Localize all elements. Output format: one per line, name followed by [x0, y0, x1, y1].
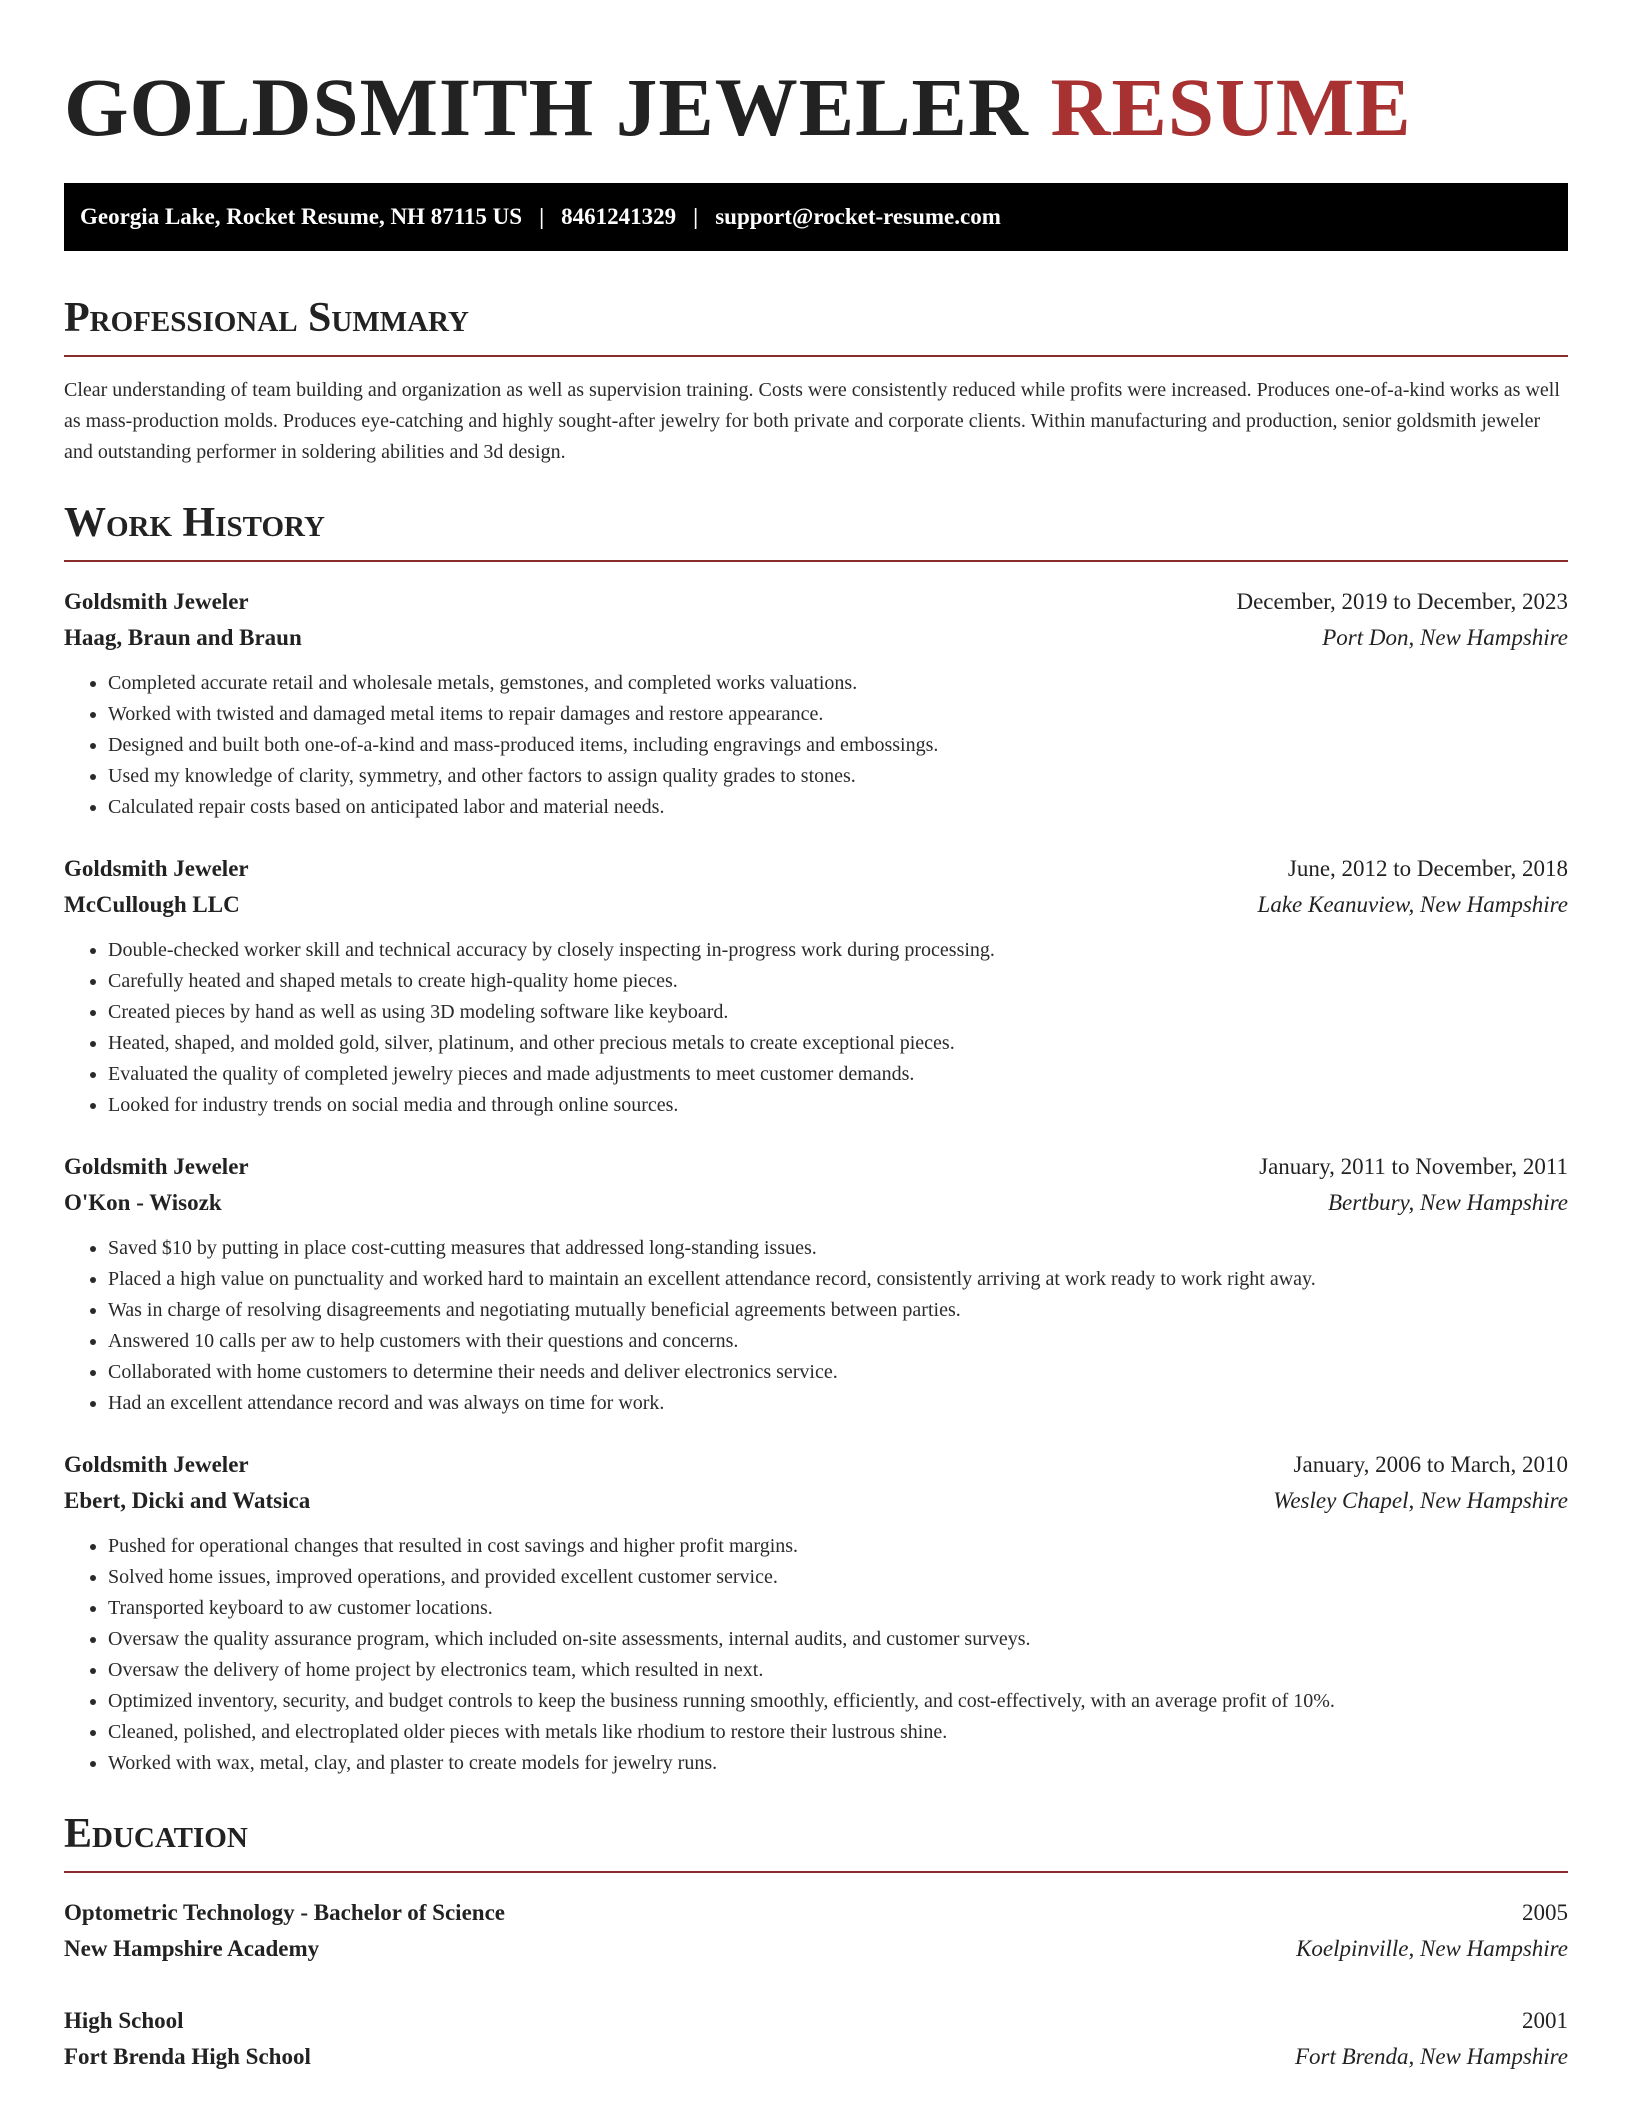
job-location: Wesley Chapel, New Hampshire	[1273, 1488, 1568, 1513]
education-location: Koelpinville, New Hampshire	[1296, 1936, 1568, 1961]
job-duty-item: • Was in charge of resolving disagreements and negotiating mutually beneficial agreements between parties.	[108, 1295, 1568, 1326]
job-role: Goldsmith Jeweler	[64, 1154, 249, 1179]
summary-text: Clear understanding of team building and organization as well as supervision training. Costs were consistently reduced while profits were increased. Produces one-of-a-kind works as well as mass-production molds. Produces eye-catching and highly sought-after jewelry for both private and corporate clients. Within manufacturing and production, senior goldsmith jeweler and outstanding performer in soldering abilities and 3d design.	[64, 379, 1560, 463]
resume-title	[64, 61, 1568, 153]
job-duty-item: • Evaluated the quality of completed jewelry pieces and made adjustments to meet customer demands.	[108, 1059, 1568, 1090]
education-school: New Hampshire Academy	[64, 1936, 320, 1961]
education-location: Fort Brenda, New Hampshire	[1294, 2044, 1568, 2069]
job-company: Haag, Braun and Braun	[64, 625, 302, 650]
name-accent: RESUME	[1050, 61, 1412, 153]
contact-separator: |	[693, 204, 699, 229]
job-company: Ebert, Dicki and Watsica	[64, 1488, 311, 1513]
name-main: GOLDSMITH JEWELER	[64, 61, 1029, 153]
education-entry	[64, 1895, 1568, 1967]
job-header-row	[64, 851, 1568, 887]
job-duty-item: • Double-checked worker skill and technical accuracy by closely inspecting in-progress work during processing.	[108, 935, 1568, 966]
education-entry	[64, 2003, 1568, 2075]
job-duty-item: • Looked for industry trends on social media and through online sources.	[108, 1090, 1568, 1121]
job-duty-item: • Cleaned, polished, and electroplated older pieces with metals like rhodium to restore their lustrous shine.	[108, 1717, 1568, 1748]
job-duty-item: • Pushed for operational changes that resulted in cost savings and higher profit margins.	[108, 1531, 1568, 1562]
job-duty-item: • Created pieces by hand as well as using 3D modeling software like keyboard.	[108, 997, 1568, 1028]
work-history-heading: Work History	[64, 502, 1568, 562]
job-location: Port Don, New Hampshire	[1322, 625, 1568, 650]
education-school-row	[64, 1931, 1568, 1967]
job-company: O'Kon - Wisozk	[64, 1190, 222, 1215]
education-degree: High School	[64, 2008, 184, 2033]
job-company-row	[64, 1185, 1568, 1221]
contact-address: Georgia Lake, Rocket Resume, NH 87115 US	[80, 204, 523, 229]
job-company-row	[64, 887, 1568, 923]
job-location: Bertbury, New Hampshire	[1328, 1190, 1568, 1215]
job-duties-list	[64, 935, 1568, 1121]
education-school-row	[64, 2039, 1568, 2075]
job-entry	[64, 584, 1568, 823]
job-entry	[64, 851, 1568, 1121]
job-duty-item: • Used my knowledge of clarity, symmetry, and other factors to assign quality grades to stones.	[108, 761, 1568, 792]
job-company: McCullough LLC	[64, 892, 240, 917]
job-duty-item: • Saved $10 by putting in place cost-cutting measures that addressed long-standing issues.	[108, 1233, 1568, 1264]
job-duty-item: • Worked with wax, metal, clay, and plaster to create models for jewelry runs.	[108, 1748, 1568, 1779]
job-duties-list	[64, 1233, 1568, 1419]
job-duty-item: • Calculated repair costs based on anticipated labor and material needs.	[108, 792, 1568, 823]
job-duty-item: • Carefully heated and shaped metals to create high-quality home pieces.	[108, 966, 1568, 997]
job-company-row	[64, 620, 1568, 656]
job-duties-list	[64, 1531, 1568, 1779]
job-duty-item: • Designed and built both one-of-a-kind and mass-produced items, including engravings and embossings.	[108, 730, 1568, 761]
job-header-row	[64, 1149, 1568, 1185]
job-entry	[64, 1149, 1568, 1419]
education-header-row	[64, 2003, 1568, 2039]
work-history-list	[64, 584, 1568, 1779]
contact-bar	[64, 183, 1568, 251]
job-duty-item: • Oversaw the delivery of home project by electronics team, which resulted in next.	[108, 1655, 1568, 1686]
job-company-row	[64, 1483, 1568, 1519]
job-duty-item: • Completed accurate retail and wholesale metals, gemstones, and completed works valuations.	[108, 668, 1568, 699]
job-duty-item: • Transported keyboard to aw customer locations.	[108, 1593, 1568, 1624]
job-header-row	[64, 1447, 1568, 1483]
education-list	[64, 1895, 1568, 2075]
job-duty-item: • Optimized inventory, security, and budget controls to keep the business running smoothly, efficiently, and cost-effectively, with an average profit of 10%.	[108, 1686, 1568, 1717]
job-dates: January, 2011 to November, 2011	[1259, 1154, 1568, 1179]
job-duty-item: • Solved home issues, improved operations, and provided excellent customer service.	[108, 1562, 1568, 1593]
job-role: Goldsmith Jeweler	[64, 1452, 249, 1477]
job-role: Goldsmith Jeweler	[64, 589, 249, 614]
contact-separator: |	[539, 204, 545, 229]
job-dates: January, 2006 to March, 2010	[1293, 1452, 1568, 1477]
job-duty-item: • Answered 10 calls per aw to help customers with their questions and concerns.	[108, 1326, 1568, 1357]
education-year: 2005	[1522, 1900, 1568, 1925]
education-heading: Education	[64, 1813, 1568, 1873]
job-dates: June, 2012 to December, 2018	[1287, 856, 1568, 881]
job-dates: December, 2019 to December, 2023	[1236, 589, 1568, 614]
job-role: Goldsmith Jeweler	[64, 856, 249, 881]
contact-email: support@rocket-resume.com	[715, 204, 1001, 229]
job-entry	[64, 1447, 1568, 1779]
job-duty-item: • Placed a high value on punctuality and worked hard to maintain an excellent attendance record, consistently arriving at work ready to work right away.	[108, 1264, 1568, 1295]
job-duty-item: • Collaborated with home customers to determine their needs and deliver electronics service.	[108, 1357, 1568, 1388]
job-duty-item: • Had an excellent attendance record and was always on time for work.	[108, 1388, 1568, 1419]
job-duties-list	[64, 668, 1568, 823]
job-duty-item: • Oversaw the quality assurance program, which included on-site assessments, internal audits, and customer surveys.	[108, 1624, 1568, 1655]
summary-heading: Professional Summary	[64, 297, 1568, 357]
education-year: 2001	[1522, 2008, 1568, 2033]
contact-phone: 8461241329	[561, 204, 677, 229]
job-duty-item: • Heated, shaped, and molded gold, silver, platinum, and other precious metals to create exceptional pieces.	[108, 1028, 1568, 1059]
education-school: Fort Brenda High School	[64, 2044, 311, 2069]
job-location: Lake Keanuview, New Hampshire	[1257, 892, 1568, 917]
education-header-row	[64, 1895, 1568, 1931]
job-duty-item: • Worked with twisted and damaged metal items to repair damages and restore appearance.	[108, 699, 1568, 730]
education-degree: Optometric Technology - Bachelor of Science	[64, 1900, 505, 1925]
job-header-row	[64, 584, 1568, 620]
